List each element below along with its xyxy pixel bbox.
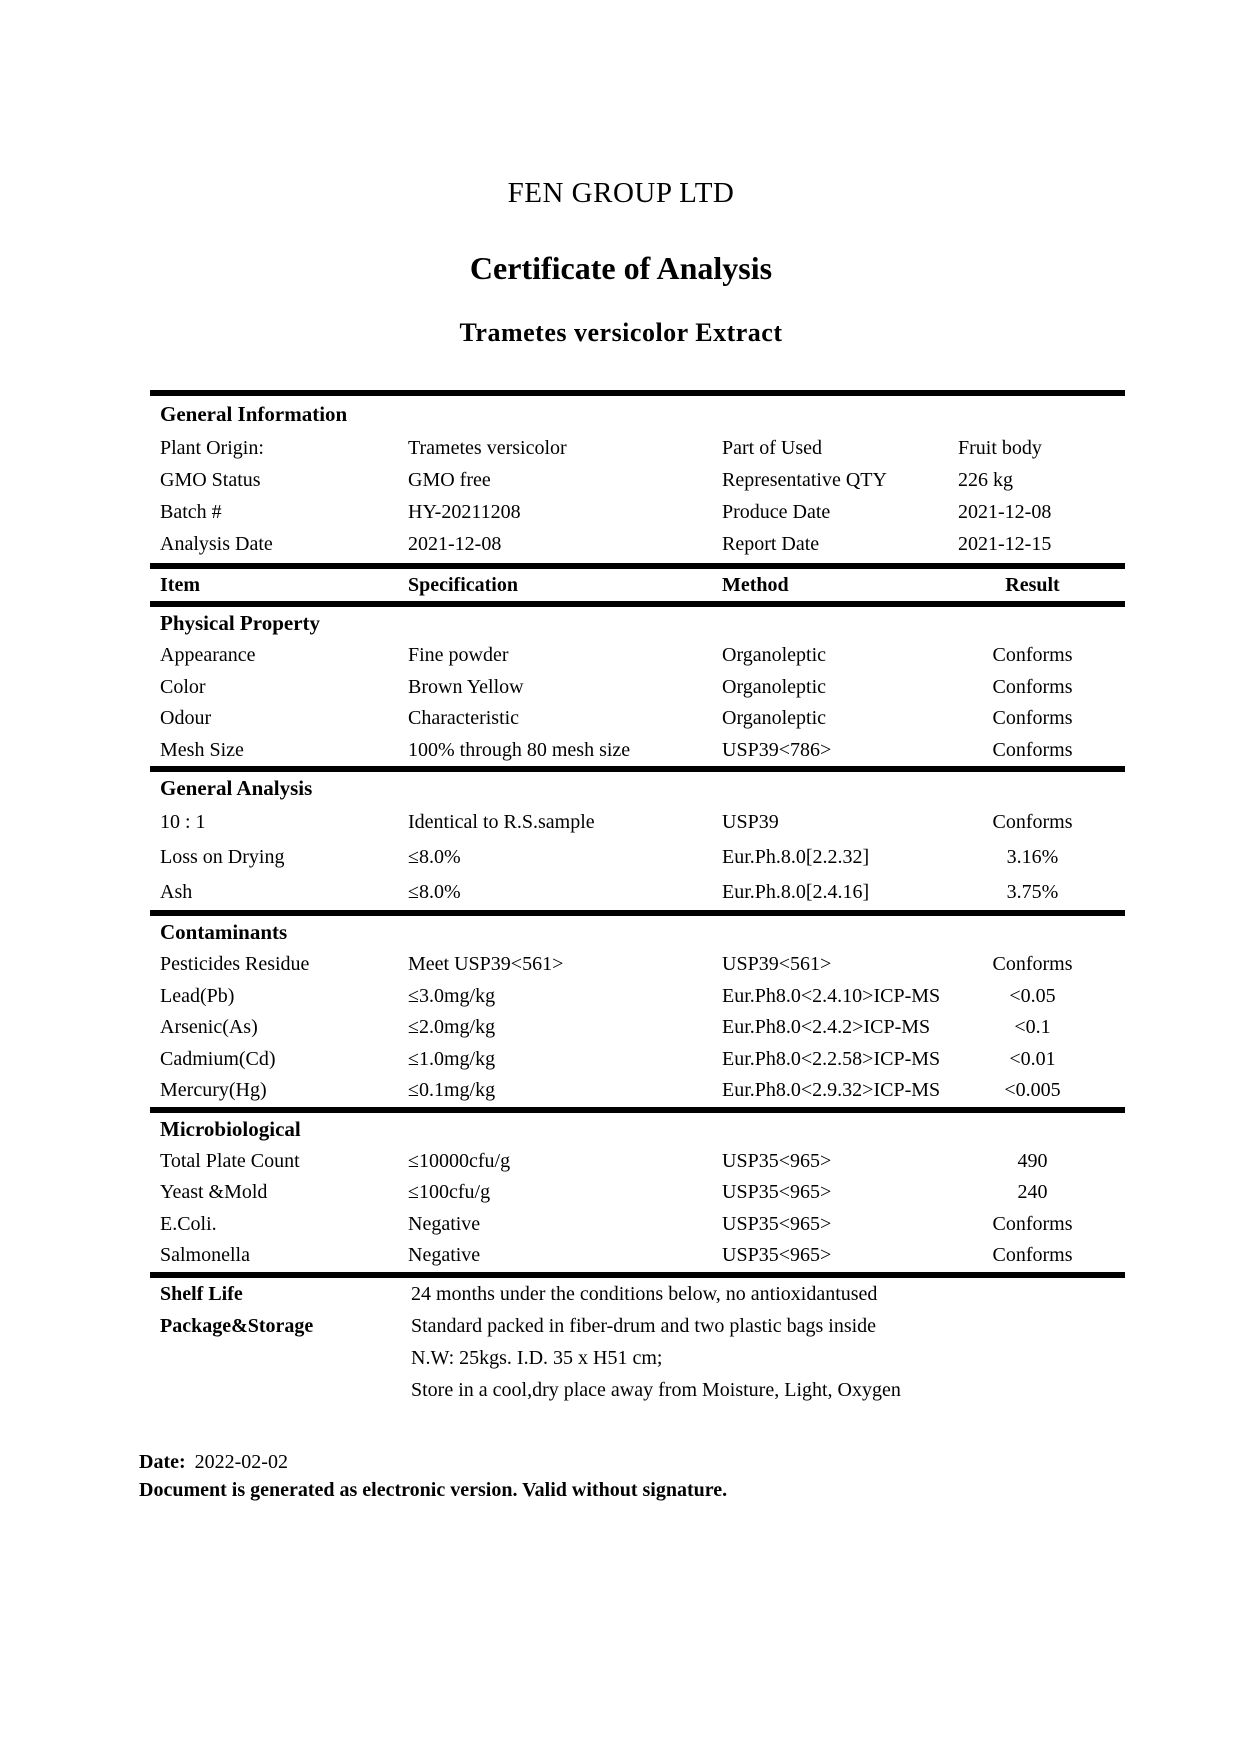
method-cell: Eur.Ph8.0<2.4.2>ICP-MS bbox=[722, 1016, 931, 1038]
result-cell: 490 bbox=[1017, 1149, 1048, 1172]
column-header-item: Item bbox=[160, 574, 200, 596]
footer-date-label: Date: bbox=[139, 1451, 186, 1473]
general-info-label: Representative QTY bbox=[722, 469, 887, 491]
specification-cell: Negative bbox=[408, 1244, 481, 1266]
footer bbox=[139, 1448, 727, 1504]
specification-cell: ≤100cfu/g bbox=[408, 1181, 491, 1203]
result-cell: 240 bbox=[1017, 1181, 1048, 1203]
specification-cell: 100% through 80 mesh size bbox=[408, 738, 631, 761]
storage-row bbox=[150, 1278, 1125, 1310]
footer-date-line bbox=[139, 1448, 727, 1476]
method-cell: Organoleptic bbox=[722, 644, 827, 666]
result-cell: Conforms bbox=[992, 1212, 1073, 1235]
general-info-label: Plant Origin: bbox=[160, 437, 264, 459]
general-info-value: HY-20211208 bbox=[408, 501, 521, 523]
general-info-label: Report Date bbox=[722, 533, 820, 555]
storage-row bbox=[150, 1374, 1125, 1406]
method-cell: Eur.Ph8.0<2.9.32>ICP-MS bbox=[722, 1079, 941, 1101]
storage-text: Store in a cool,dry place away from Moisture, Light, Oxygen bbox=[411, 1378, 901, 1401]
specification-cell: ≤1.0mg/kg bbox=[408, 1047, 496, 1070]
results-row bbox=[150, 1177, 1125, 1209]
result-cell: Conforms bbox=[992, 1244, 1073, 1266]
results-row bbox=[150, 1044, 1125, 1076]
company-name: FEN GROUP LTD bbox=[507, 177, 735, 209]
section-title-physical-property: Physical Property bbox=[160, 611, 321, 635]
method-cell: USP39<561> bbox=[722, 953, 832, 975]
result-cell: Conforms bbox=[992, 953, 1073, 975]
results-row bbox=[150, 1209, 1125, 1241]
general-info-row bbox=[150, 528, 1125, 560]
item-cell: Salmonella bbox=[160, 1244, 250, 1266]
specification-cell: Fine powder bbox=[408, 644, 509, 666]
specification-cell: Characteristic bbox=[408, 707, 520, 729]
storage-label bbox=[150, 1374, 408, 1406]
section-title-general-information: General Information bbox=[160, 402, 348, 426]
column-header-method: Method bbox=[722, 574, 789, 596]
results-row bbox=[150, 840, 1125, 875]
result-cell: 3.75% bbox=[1006, 881, 1059, 903]
storage-label: Shelf Life bbox=[160, 1282, 243, 1305]
specification-cell: Identical to R.S.sample bbox=[408, 811, 595, 833]
general-info-label: Analysis Date bbox=[160, 533, 273, 555]
column-header-result: Result bbox=[1005, 574, 1060, 596]
result-cell: Conforms bbox=[992, 644, 1073, 666]
method-cell: Organoleptic bbox=[722, 707, 827, 729]
method-cell: USP39 bbox=[722, 811, 779, 833]
general-information-rows bbox=[150, 432, 1125, 560]
specification-cell: ≤10000cfu/g bbox=[408, 1149, 511, 1172]
method-cell: USP39<786> bbox=[722, 738, 832, 761]
method-cell: USP35<965> bbox=[722, 1244, 832, 1266]
specification-cell: ≤3.0mg/kg bbox=[408, 984, 496, 1007]
section-title-contaminants: Contaminants bbox=[160, 920, 288, 944]
item-cell: E.Coli. bbox=[160, 1212, 217, 1235]
footer-date-value: 2022-02-02 bbox=[194, 1451, 288, 1473]
storage-text: N.W: 25kgs. I.D. 35 x H51 cm; bbox=[411, 1346, 663, 1369]
method-cell: USP35<965> bbox=[722, 1212, 832, 1235]
results-row bbox=[150, 805, 1125, 840]
storage-text: 24 months under the conditions below, no antioxidantused bbox=[411, 1282, 878, 1305]
method-cell: Organoleptic bbox=[722, 675, 827, 698]
method-cell: Eur.Ph.8.0[2.4.16] bbox=[722, 881, 870, 903]
results-row bbox=[150, 875, 1125, 910]
item-cell: Mesh Size bbox=[160, 738, 244, 761]
item-cell: Lead(Pb) bbox=[160, 984, 235, 1007]
storage-label bbox=[150, 1342, 408, 1374]
specification-cell: Meet USP39<561> bbox=[408, 953, 564, 975]
specification-cell: ≤8.0% bbox=[408, 881, 461, 903]
results-row bbox=[150, 703, 1125, 735]
method-cell: Eur.Ph.8.0[2.2.32] bbox=[722, 846, 870, 868]
item-cell: Yeast &Mold bbox=[160, 1181, 268, 1203]
result-cell: Conforms bbox=[992, 738, 1073, 761]
method-cell: Eur.Ph8.0<2.2.58>ICP-MS bbox=[722, 1047, 941, 1070]
general-info-value: Trametes versicolor bbox=[408, 437, 567, 459]
results-row bbox=[150, 1146, 1125, 1178]
footer-note: Document is generated as electronic version. Valid without signature. bbox=[139, 1479, 728, 1501]
result-cell: Conforms bbox=[992, 811, 1073, 833]
specification-cell: Brown Yellow bbox=[408, 675, 524, 698]
results-row bbox=[150, 672, 1125, 704]
general-info-value: 2021-12-15 bbox=[958, 533, 1052, 555]
results-row bbox=[150, 735, 1125, 767]
specification-cell: Negative bbox=[408, 1212, 481, 1235]
results-row bbox=[150, 1075, 1125, 1107]
results-row bbox=[150, 949, 1125, 981]
result-cell: <0.005 bbox=[1004, 1079, 1061, 1101]
storage-row bbox=[150, 1342, 1125, 1374]
item-cell: Loss on Drying bbox=[160, 846, 285, 868]
section-title-general-analysis: General Analysis bbox=[160, 776, 313, 800]
general-info-row bbox=[150, 464, 1125, 496]
general-info-value: GMO free bbox=[408, 469, 491, 491]
specification-cell: ≤0.1mg/kg bbox=[408, 1079, 496, 1101]
storage-row bbox=[150, 1310, 1125, 1342]
results-row bbox=[150, 1012, 1125, 1044]
result-cell: 3.16% bbox=[1006, 846, 1059, 868]
coa-table bbox=[150, 390, 1125, 1406]
item-cell: Arsenic(As) bbox=[160, 1016, 258, 1038]
results-row bbox=[150, 640, 1125, 672]
item-cell: Odour bbox=[160, 707, 212, 729]
general-info-value: 226 kg bbox=[958, 469, 1013, 491]
item-cell: Pesticides Residue bbox=[160, 953, 310, 975]
general-info-row bbox=[150, 496, 1125, 528]
method-cell: USP35<965> bbox=[722, 1149, 832, 1172]
results-header-row bbox=[150, 569, 1125, 601]
results-row bbox=[150, 981, 1125, 1013]
product-title: Trametes versicolor Extract bbox=[459, 318, 783, 347]
general-info-value: 2021-12-08 bbox=[958, 501, 1052, 523]
item-cell: 10 : 1 bbox=[160, 811, 206, 833]
result-cell: Conforms bbox=[992, 675, 1073, 698]
item-cell: Cadmium(Cd) bbox=[160, 1047, 276, 1070]
item-cell: Ash bbox=[160, 881, 193, 903]
general-info-row bbox=[150, 432, 1125, 464]
general-info-label: Part of Used bbox=[722, 437, 822, 459]
result-cell: <0.01 bbox=[1009, 1047, 1056, 1070]
storage-text: Standard packed in fiber-drum and two plastic bags inside bbox=[411, 1314, 877, 1337]
column-header-specification: Specification bbox=[408, 574, 518, 596]
general-info-label: GMO Status bbox=[160, 469, 261, 491]
storage-section bbox=[150, 1278, 1125, 1406]
specification-cell: ≤8.0% bbox=[408, 846, 461, 868]
item-cell: Color bbox=[160, 675, 206, 698]
item-cell: Total Plate Count bbox=[160, 1149, 300, 1172]
section-title-microbiological: Microbiological bbox=[160, 1116, 301, 1141]
storage-label: Package&Storage bbox=[160, 1314, 314, 1337]
result-cell: <0.1 bbox=[1014, 1016, 1051, 1038]
general-info-value: 2021-12-08 bbox=[408, 533, 502, 555]
item-cell: Mercury(Hg) bbox=[160, 1079, 267, 1101]
result-cell: <0.05 bbox=[1009, 984, 1056, 1007]
general-info-label: Produce Date bbox=[722, 501, 831, 523]
results-row bbox=[150, 1240, 1125, 1272]
results-sections bbox=[150, 607, 1125, 1278]
method-cell: Eur.Ph8.0<2.4.10>ICP-MS bbox=[722, 984, 941, 1007]
general-info-value: Fruit body bbox=[958, 437, 1042, 459]
specification-cell: ≤2.0mg/kg bbox=[408, 1016, 496, 1038]
document-title: Certificate of Analysis bbox=[469, 250, 773, 286]
result-cell: Conforms bbox=[992, 707, 1073, 729]
method-cell: USP35<965> bbox=[722, 1181, 832, 1203]
item-cell: Appearance bbox=[160, 644, 256, 666]
general-info-label: Batch # bbox=[160, 501, 222, 523]
